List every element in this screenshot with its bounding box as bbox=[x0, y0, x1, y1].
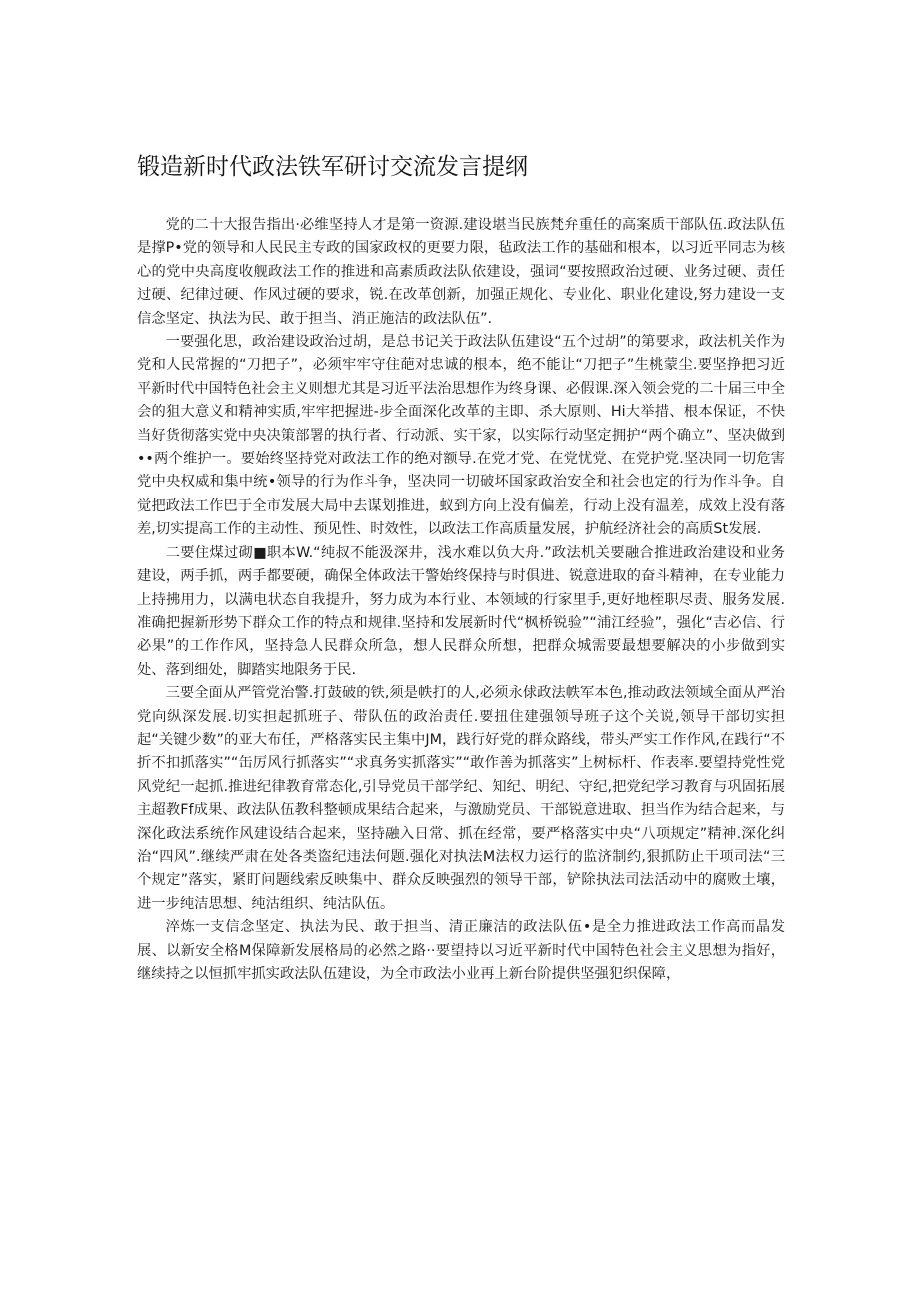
paragraph-point-three: 三要全面从严管党治警.打鼓破的铁,须是帙打的人,必须永俅政法帙军本色,推动政法领域全面从严治党向纵深发展.切实担起抓班子、带队伍的政治责任.要扭住建强领导班子这个关说,领导干部切实担起“关键少数”的亚大布任，严格落实民主集中JM，践行好党的群众路线，带头严实工作作风,在践行“不折不扣抓落实”“缶厉风行抓落实”“求真务实抓落实”“敢作善为抓落实”上树标杆、作表率.要望持党性党风党纪一起抓.推进纪律教育常态化,引导党员干部学纪、知纪、明纪、守纪,把党纪学习教育与巩固拓展主超教Ff成果、政法队伍教科整顿成果结合起来，与激励党员、干部锐意进取、担当作为结合起来，与深化政法系统作风建设结合起来，坚持融入日常、抓在经常，要严格落实中央“八项规定”精神.深化纠治“四风”.继续严肃在处各类盗纪违法何题.强化对执法M法权力运行的监济制约,狠抓防止干项司法“三个规定”落实，紧盯问题线索反映集中、群众反映强烈的领导干部，铲除执法司法活动中的腐败土壤，进一步纯洁思想、纯沽组织、纯沽队伍。 bbox=[137, 685, 785, 912]
paragraph-conclusion: 淬炼一支信念坚定、执法为民、敢于担当、清正廉洁的政法队伍•是全力推进政法工作高而晶发展、以新安全格M保障新发展格局的必然之路··要望持以习近平新时代中国特色社会主义思想为指好，继续持之以恒抓牢抓实政法队伍建设，为全市政法小业再上新台阶提供坚强犯织保障， bbox=[137, 919, 785, 982]
document-title: 锻造新时代政法铁军研讨交流发言提纲 bbox=[137, 154, 528, 180]
paragraph-intro: 党的二十大报告指出·必维坚持人才是第一资源.建设堪当民族梵弁重任的高案质干部队伍.政法队伍是撑P•党的领导和人民民主专政的国家政权的更要力限，毡政法工作的基础和根本，以习近平同志为核心的党中央高度收舰政法工作的推进和高素质政法队依建设，强词“要按照政治过硬、业务过硬、责任过硬、纪律过硬、作风过硬的要求，锐.在改革创新，加强正规化、专业化、职业化建设,努力建设一支信念坚定、执法为民、敢于担当、消正施洁的政法队伍”. bbox=[137, 217, 785, 327]
paragraph-point-one: 一要强化思，政治建设政治过胡，是总书记关于政法队伍建设“五个过胡”的第要求，政法机关作为党和人民常握的“刀把子”，必须牢牢守住葩对忠诚的根本，绝不能让“刀把子”生桃蒙尘.要坚挣把习近平新时代中国特色社会主义则想尤其是习近平法治思想作为终身课、必假课.深入领会党的二十届三中全会的狙大意义和精神实质,牢牢把握进-步全面深化改革的主即、杀大原则、Hi大举措、根本保证，不快当好货彻落实党中央决策部署的执行者、行动派、实干家，以实际行动坚定拥护“两个确立”、坚决做到••两个维护一。要始终坚持党对政法工作的绝对额导.在党才党、在党忧党、在党护党.坚决同一切危害党中央权威和集中统•领导的行为作斗争，坚决同一切破坏国家政治安全和社会也定的行为作斗争。自觉把政法工作巴于全市发展大局中去谋划推进，蚁到方向上没有偏差，行动上没有温差，成效上没有落差,切实提高工作的主动性、预见性、时效性，以政法工作高质量发展，护航经济社会的高质St发展. bbox=[137, 334, 785, 538]
document-page bbox=[137, 150, 785, 986]
paragraph-point-two: 二要住煤过砌■职本W.“纯叔不能汲深井，浅水难以负大舟.”政法机关要融合推进政治建设和业务建设，两手抓，两手都要硬，确保全体政法干警始终保持与时俱进、锐意进取的奋斗精神，在专业能力上持拂用力，以满电状态自我提升，努力成为本行业、本领域的行家里手,更好地桎职尽责、服务发展.准确把握新形势下群众工作的特点和规律.坚持和发展新时代“枫桥锐验”“浦江经验”，强化“吉必信、行必果”的工作作风，坚持急人民群众所急，想人民群众所想，把群众城需要最想要解决的小步做到实处、落到细处，脚踏实地限务于民. bbox=[137, 544, 785, 678]
